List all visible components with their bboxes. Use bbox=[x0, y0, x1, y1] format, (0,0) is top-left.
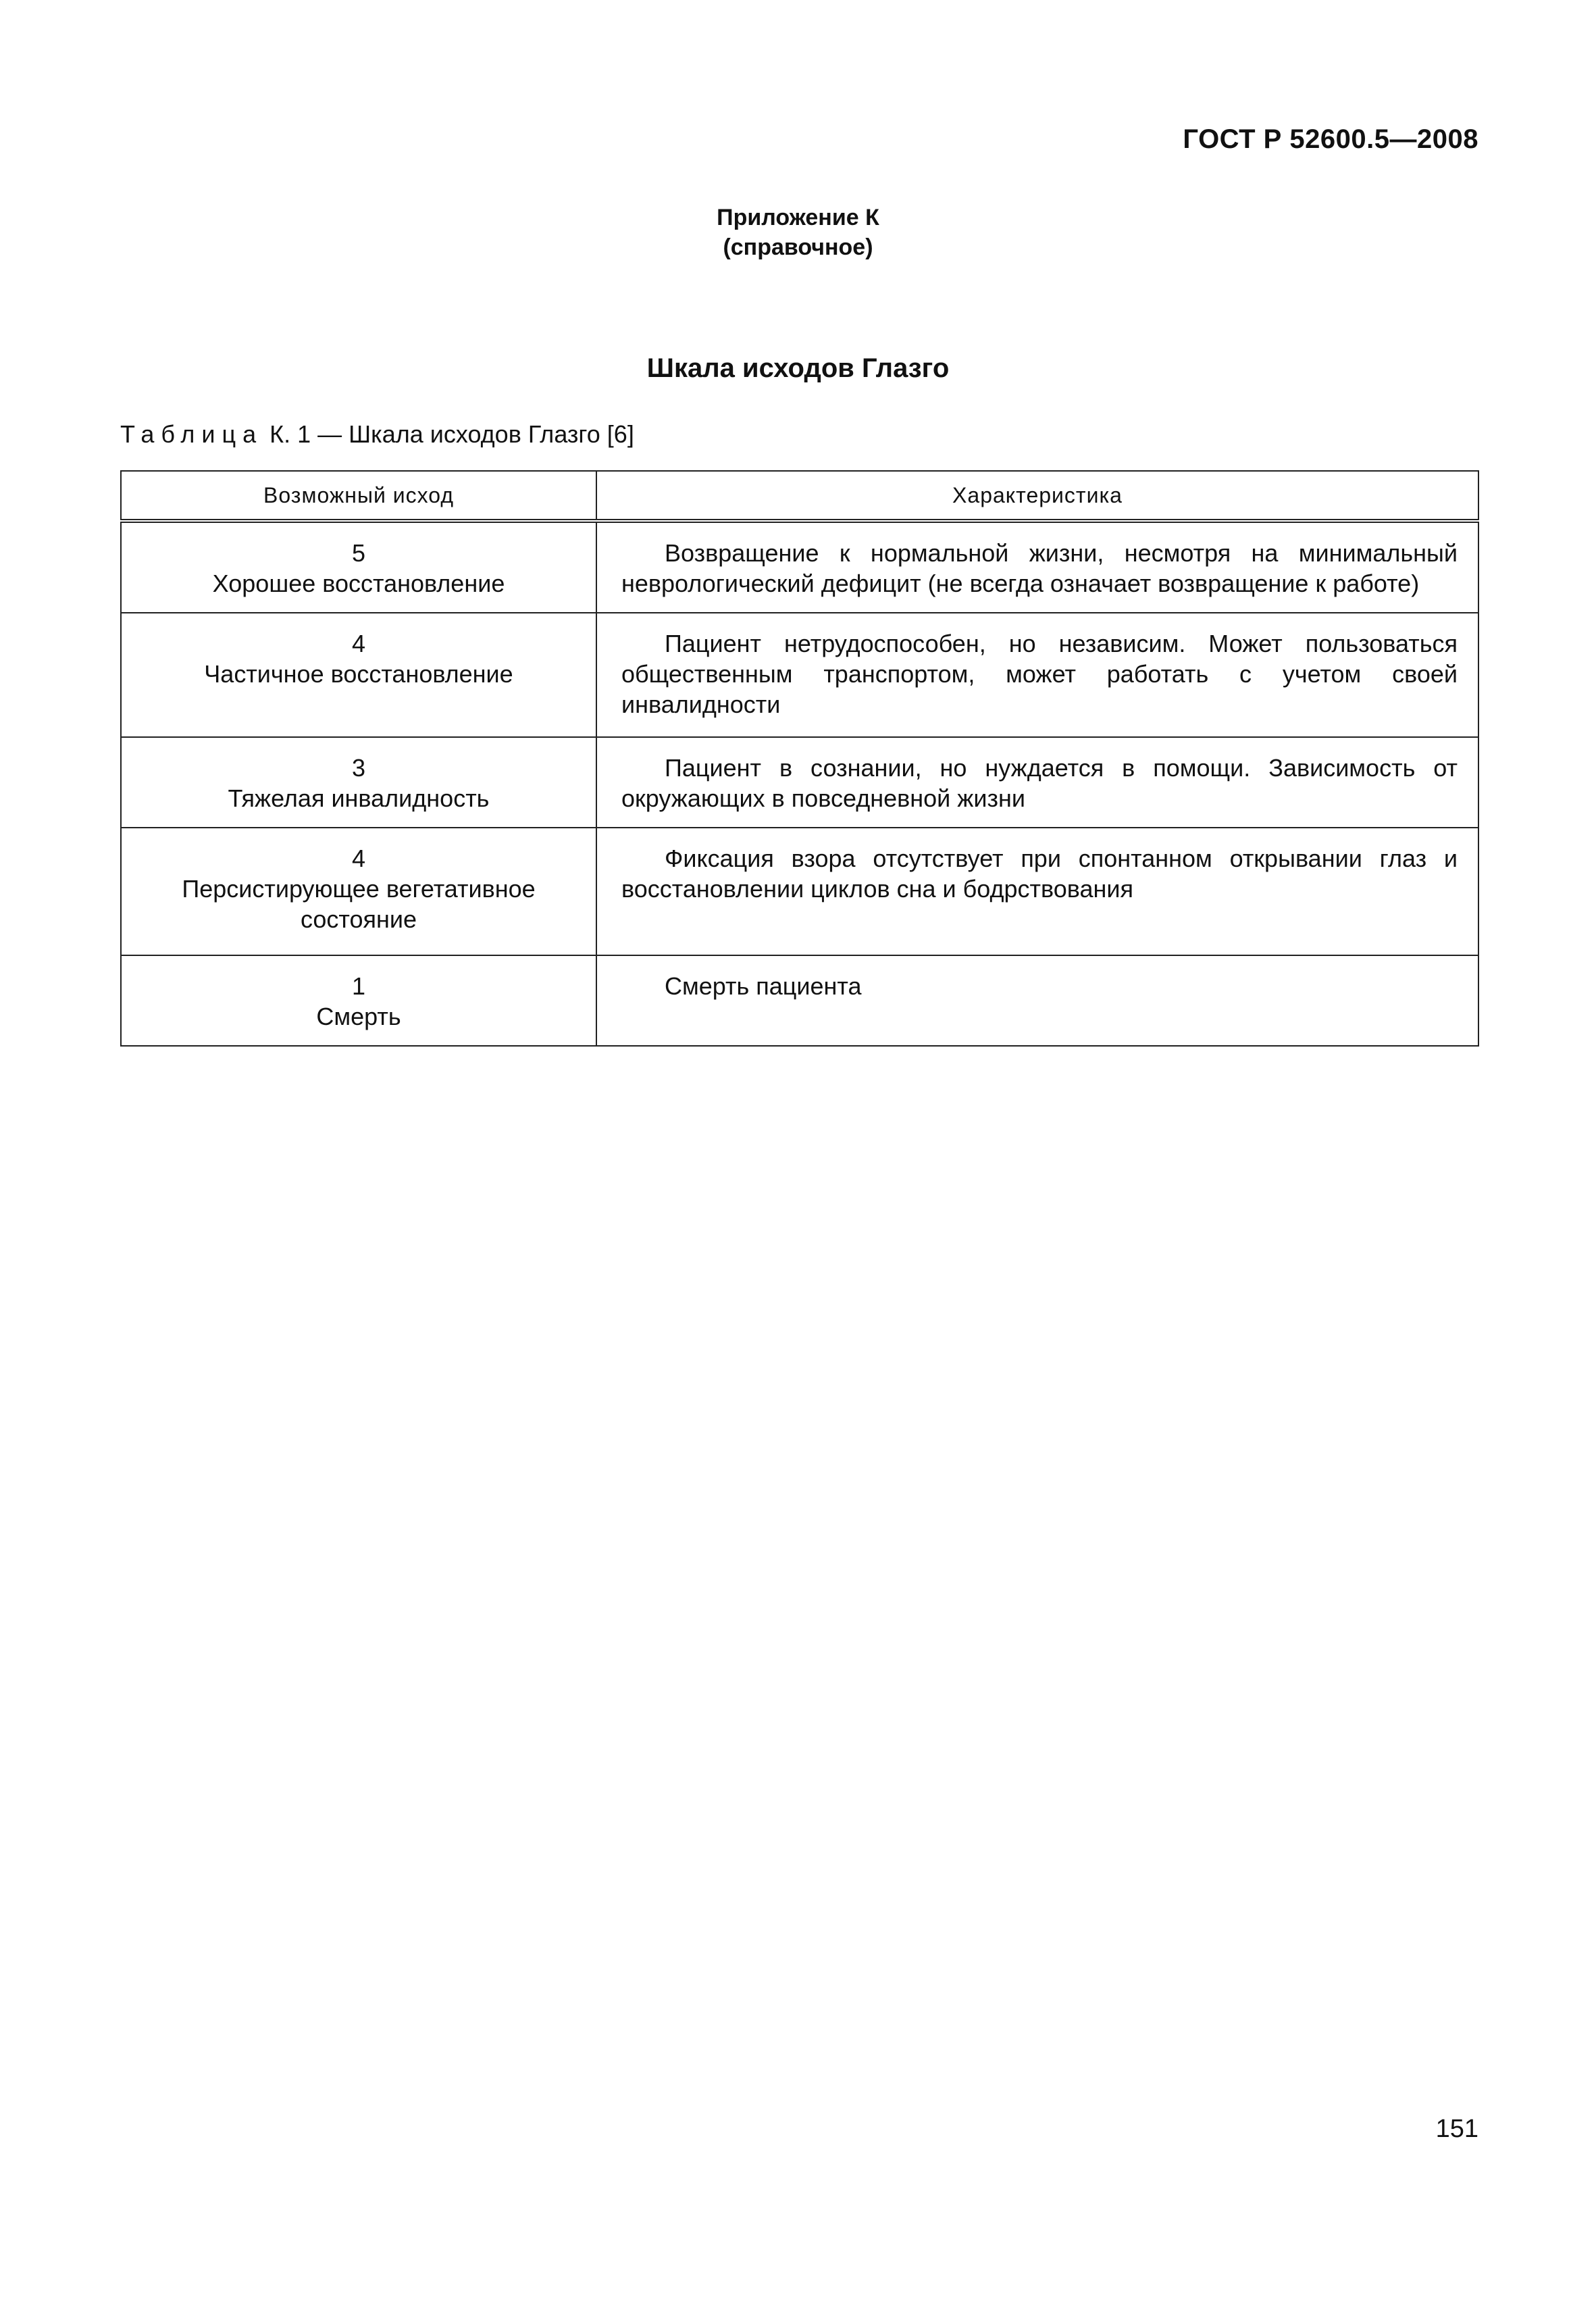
table-row bbox=[121, 521, 1478, 613]
outcome-label: Смерть bbox=[316, 1003, 401, 1030]
table-header-row bbox=[121, 471, 1478, 521]
table-row bbox=[121, 828, 1478, 955]
table-row bbox=[121, 955, 1478, 1046]
outcome-label: Частичное восстановление bbox=[204, 660, 513, 688]
table-caption-prefix: Таблица bbox=[120, 420, 263, 448]
outcome-description: Возвращение к нормальной жизни, несмотря на минимальный неврологический дефицит (не всегда означает возвращение к работе) bbox=[621, 539, 1458, 597]
annex-heading bbox=[0, 203, 1596, 262]
description-cell bbox=[596, 955, 1478, 1046]
outcome-cell bbox=[121, 828, 596, 955]
outcome-score: 4 bbox=[351, 630, 366, 657]
outcome-label: Персистирующее вегетативное состояние bbox=[182, 875, 536, 933]
header-description: Характеристика bbox=[596, 471, 1478, 521]
standard-id: ГОСТ Р 52600.5—2008 bbox=[1183, 124, 1478, 154]
glasgow-outcome-table bbox=[120, 470, 1479, 1047]
outcome-score: 5 bbox=[351, 539, 366, 567]
outcome-score: 3 bbox=[351, 754, 366, 782]
outcome-label: Тяжелая инвалидность bbox=[228, 784, 490, 812]
section-title: Шкала исходов Глазго bbox=[646, 353, 950, 383]
outcome-cell bbox=[121, 955, 596, 1046]
table-caption-text: К. 1 — Шкала исходов Глазго [6] bbox=[263, 420, 634, 448]
table-caption bbox=[120, 420, 634, 449]
outcome-cell bbox=[121, 613, 596, 737]
outcome-description: Пациент в сознании, но нуждается в помощи. Зависимость от окружающих в повседневной жизни bbox=[621, 754, 1458, 812]
outcome-description: Фиксация взора отсутствует при спонтанном открывании глаз и восстановлении циклов сна и бодрствования bbox=[621, 845, 1458, 903]
annex-kind: (справочное) bbox=[723, 234, 873, 260]
description-cell bbox=[596, 737, 1478, 828]
outcome-cell bbox=[121, 737, 596, 828]
outcome-label: Хорошее восстановление bbox=[212, 570, 505, 597]
outcome-score: 4 bbox=[351, 845, 366, 872]
outcome-score: 1 bbox=[351, 972, 366, 1000]
table-row bbox=[121, 613, 1478, 737]
outcome-description: Пациент нетрудоспособен, но независим. Может пользоваться общественным транспортом, может работать с учетом своей инвалидности bbox=[621, 630, 1458, 718]
annex-title: Приложение К bbox=[717, 205, 879, 230]
description-cell bbox=[596, 828, 1478, 955]
description-cell bbox=[596, 521, 1478, 613]
outcome-cell bbox=[121, 521, 596, 613]
description-cell bbox=[596, 613, 1478, 737]
outcome-description: Смерть пациента bbox=[665, 972, 862, 1000]
page-number: 151 bbox=[1435, 2115, 1478, 2143]
header-outcome: Возможный исход bbox=[121, 471, 596, 521]
table-row bbox=[121, 737, 1478, 828]
